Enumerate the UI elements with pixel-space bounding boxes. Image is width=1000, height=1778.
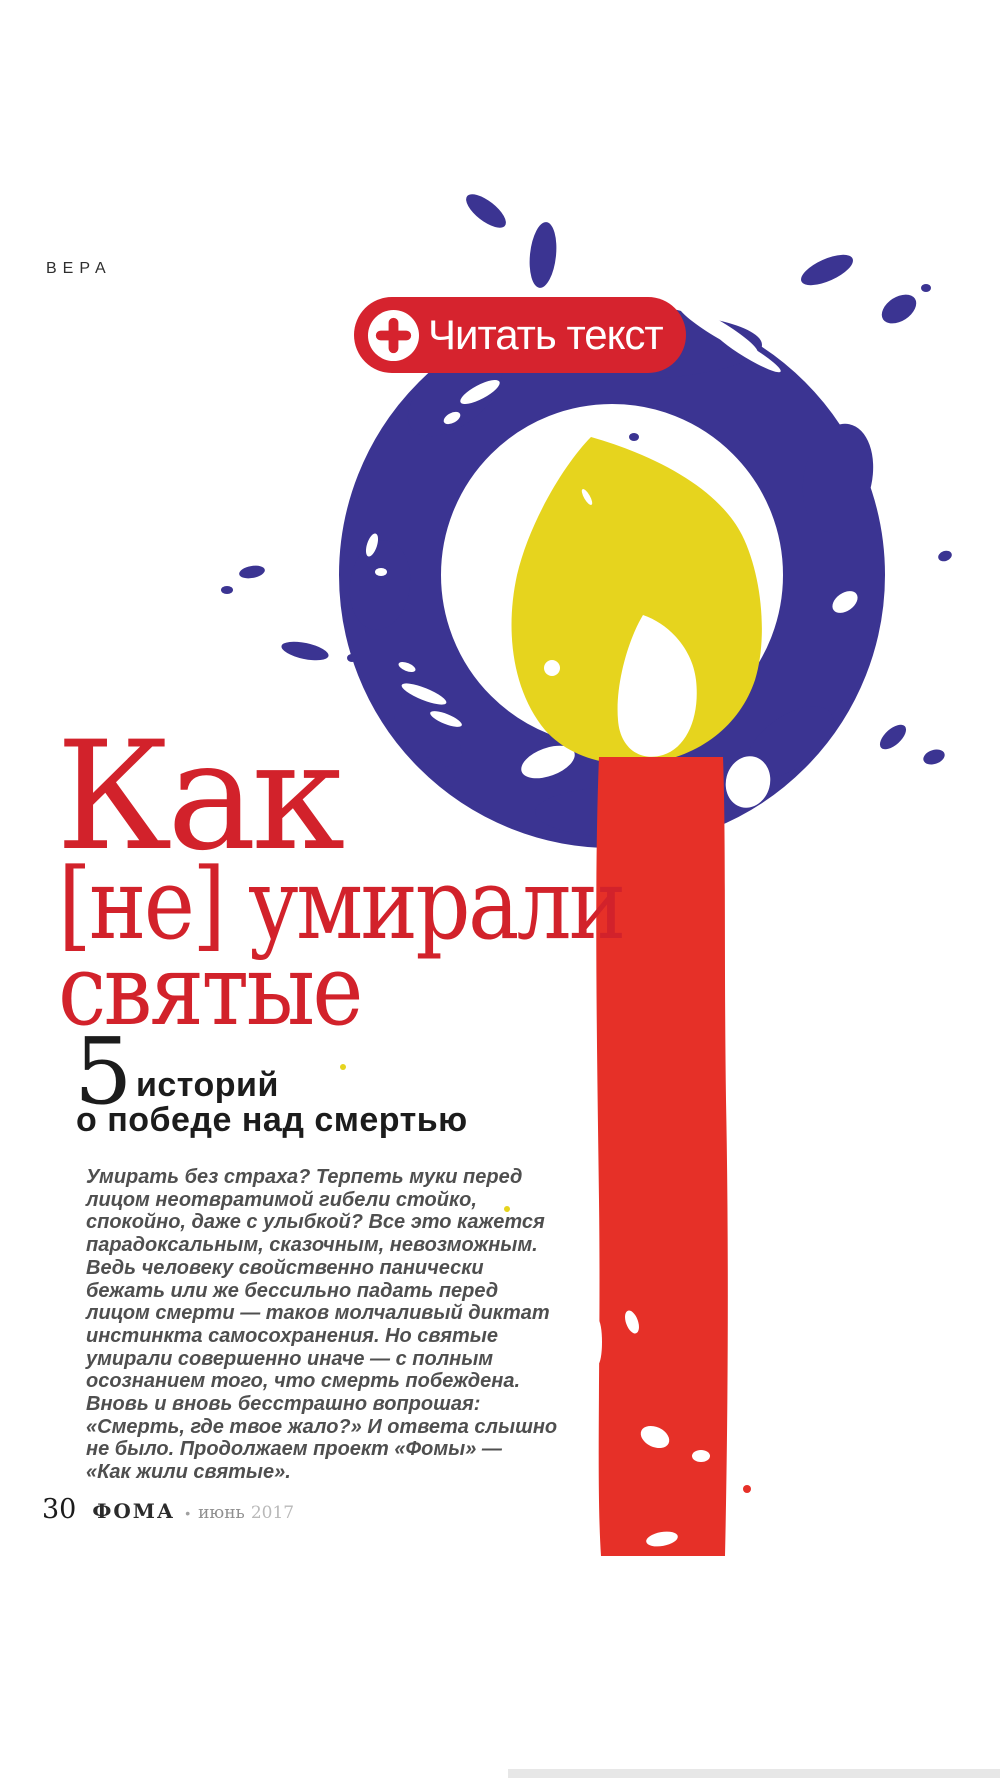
paint-drop — [876, 720, 910, 753]
deck-line-2: о победе над смертью — [76, 1101, 468, 1139]
lead-paragraph — [86, 1166, 557, 1484]
paint-drop — [629, 433, 639, 441]
lead-line: не было. Продолжаем проект «Фомы» — — [86, 1438, 502, 1461]
paint-drop — [921, 284, 931, 292]
page-number: 30 — [42, 1494, 77, 1525]
page-footer — [42, 1494, 294, 1525]
lead-line: бежать или же бессильно падать перед — [86, 1279, 499, 1302]
lead-line: Ведь человеку свойственно панически — [86, 1256, 484, 1279]
headline-line-2: [не] умирали — [58, 848, 624, 962]
lead-line: Умирать без страха? Терпеть муки перед — [86, 1166, 523, 1188]
headline-line-1: Как — [56, 710, 341, 884]
paint-drop — [347, 654, 357, 662]
lead-line: лицом неотвратимой гибели стойко, — [86, 1188, 477, 1211]
paint-gap — [375, 568, 387, 576]
paint-drop — [280, 638, 330, 664]
flame-speck — [544, 660, 560, 676]
yellow-speck — [340, 1064, 346, 1070]
lead-line: инстинкта самосохранения. Но святые — [86, 1324, 498, 1347]
paint-drop — [937, 549, 954, 563]
bottom-edge-bar — [508, 1769, 1000, 1778]
lead-line: «Смерть, где твое жало?» И ответа слышно — [86, 1415, 558, 1438]
lead-line: осознанием того, что смерть побеждена. — [86, 1370, 521, 1393]
lead-line: парадоксальным, сказочным, невозможным. — [86, 1234, 538, 1257]
lead-line: Вновь и вновь бесстрашно вопрошая: — [86, 1393, 481, 1416]
paint-drop — [797, 249, 857, 292]
issue-month: июнь — [198, 1503, 245, 1523]
magazine-name: ФОМА — [92, 1499, 176, 1523]
deck-number: 5 — [74, 1018, 133, 1125]
lead-line: спокойно, даже с улыбкой? Все это кажется — [86, 1211, 545, 1234]
paint-drop — [221, 586, 233, 594]
paint-drop — [877, 289, 922, 330]
footer-separator: • — [185, 1505, 191, 1521]
paint-drop — [238, 564, 266, 580]
paint-drop — [921, 747, 946, 767]
paint-nick — [594, 1320, 602, 1364]
red-speck — [743, 1485, 751, 1493]
lead-line: лицом смерти — таков молчаливый диктат — [86, 1302, 550, 1325]
lead-line: «Как жили святые». — [86, 1461, 291, 1484]
paint-nick — [692, 1450, 710, 1462]
read-text-label: Читать текст — [428, 311, 663, 358]
deck-line-1: историй — [136, 1066, 279, 1104]
section-label: ВЕРА — [46, 260, 112, 277]
headline-line-3: святые — [58, 934, 361, 1048]
plus-icon — [367, 309, 420, 362]
read-text-button[interactable] — [354, 297, 686, 373]
issue-year: 2017 — [250, 1503, 295, 1523]
lead-line: умирали совершенно иначе — с полным — [86, 1347, 494, 1370]
paint-drop — [461, 188, 511, 233]
paint-drop — [527, 221, 560, 289]
